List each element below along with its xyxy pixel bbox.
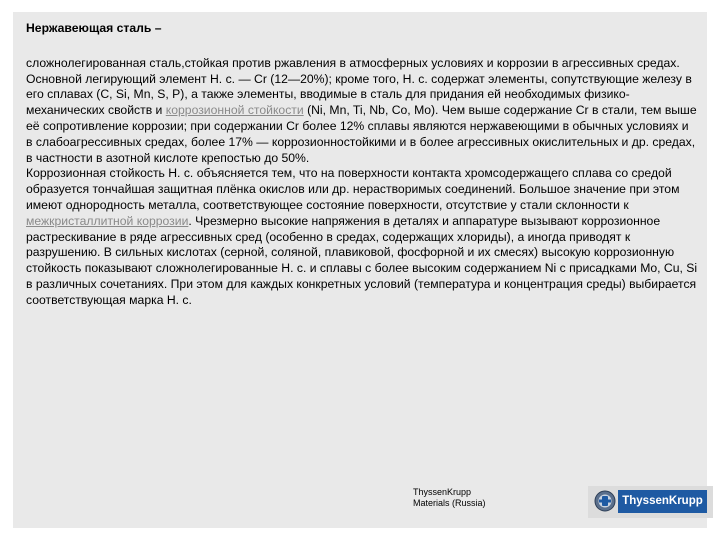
link-corrosion-resistance[interactable]: коррозионной стойкости [165,103,304,118]
thyssenkrupp-logo [588,486,713,518]
paragraph-corrosion-text-a: Коррозионная стойкость Н. с. объясняется тем, что на поверхности контакта хромсодержащего сплава со средой образуется тончайшая защитная плёнка окислов или др. нерастворимых соединений. Большое значение при этом имеют однородность металла, соответствующее состояние поверхности, отсутствие у стали склонности к [26,166,680,212]
paragraph-definition [26,56,698,167]
footer-company-name: ThyssenKrupp [413,487,472,497]
footer-company [413,487,583,527]
footer-company-division: Materials (Russia) [413,498,486,508]
link-intergranular-corrosion[interactable]: межкристаллитной коррозии [26,213,189,228]
logo-wordmark: ThyssenKrupp [618,490,707,513]
paragraph-definition-text-b: (Ni, Mn, Ti, Nb, Co, Mo). Чем выше содержание Cr в стали, тем выше её сопротивление коррозии; при содержании Cr более 12% сплавы являются нержавеющими в обычных условиях и в слабоагрессивных средах, более 17% — коррозионностойкими и в более агрессивных окислительных и др. средах, в частности в азотной кислоте крепостью до 50%. [26,103,697,165]
paragraph-corrosion-text-b: . Чрезмерно высокие напряжения в деталях и аппаратуре вызывают коррозионное растрескивание в ряде агрессивных сред (особенно в средах, содержащих хлориды), а иногда приводят к разрушению. В сильных кислотах (серной, соляной, плавиковой, фосфорной и их смесях) высокую коррозионную стойкость показывают сложнолегированные Н. с. и сплавы с более высоким содержанием Ni с присадками Mo, Cu, Si в различных сочетаниях. При этом для каждых конкретных условий (температура и концентрация среды) выбирается соответствующая марка Н. с. [26,213,698,307]
paragraph-corrosion [26,166,698,308]
paragraph-definition-text-a: сложнолегированная сталь,стойкая против ржавления в атмосферных условиях и коррозии в агрессивных средах. Основной легирующий элемент Н. с. — Cr (12—20%); кроме того, Н. с. содержат элементы, сопутствующие железу в его сплавах (С, Si, Mn, S, Р), а также элементы, вводимые в сталь для придания ей необходимых физико-механических свойств и [26,55,692,118]
thyssenkrupp-emblem-icon [594,490,616,512]
slide-heading: Нержавеющая сталь – [26,21,162,35]
slide-content [26,21,698,309]
